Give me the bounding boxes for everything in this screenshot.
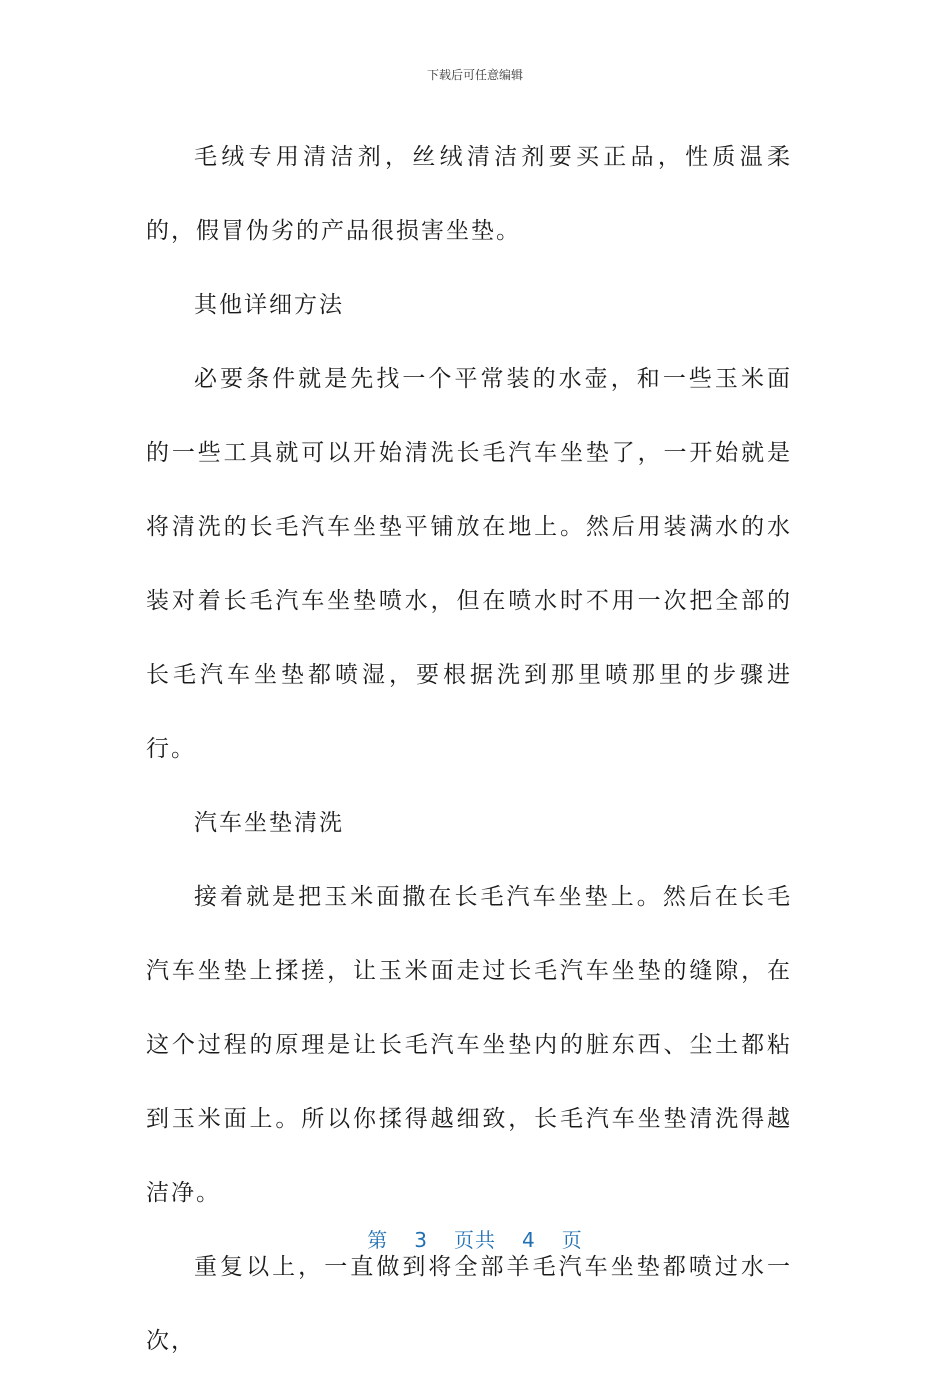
current-page-number: 3 bbox=[414, 1228, 428, 1252]
section-heading-other-methods: 其他详细方法 bbox=[194, 292, 344, 318]
footer-prefix: 第 bbox=[367, 1228, 389, 1252]
paragraph-cornmeal-method: 接着就是把玉米面撒在长毛汽车坐垫上。然后在长毛汽车坐垫上揉搓，让玉米面走过长毛汽车坐垫的缝隙，在这个过程的原理是让长毛汽车坐垫内的脏东西、尘土都粘到玉米面上。所以你揉得越细致，长毛汽车坐垫清洗得越洁净。 bbox=[146, 884, 792, 1206]
section-heading-seat-cleaning: 汽车坐垫清洗 bbox=[194, 810, 344, 836]
paragraph-repeat: 重复以上，一直做到将全部羊毛汽车坐垫都喷过水一次， bbox=[146, 1254, 792, 1354]
page-footer bbox=[0, 1224, 950, 1253]
paragraph-cleaner-advice: 毛绒专用清洁剂，丝绒清洁剂要买正品，性质温柔的，假冒伪劣的产品很损害坐垫。 bbox=[146, 144, 792, 244]
footer-middle: 页共 bbox=[454, 1228, 496, 1252]
document-body bbox=[146, 120, 792, 1378]
total-pages-number: 4 bbox=[522, 1228, 536, 1252]
footer-suffix: 页 bbox=[561, 1228, 583, 1252]
paragraph-preparation: 必要条件就是先找一个平常装的水壶，和一些玉米面的一些工具就可以开始清洗长毛汽车坐垫了，一开始就是将清洗的长毛汽车坐垫平铺放在地上。然后用装满水的水装对着长毛汽车坐垫喷水，但在喷水时不用一次把全部的长毛汽车坐垫都喷湿，要根据洗到那里喷那里的步骤进行。 bbox=[146, 366, 792, 762]
header-note: 下载后可任意编辑 bbox=[426, 68, 523, 82]
